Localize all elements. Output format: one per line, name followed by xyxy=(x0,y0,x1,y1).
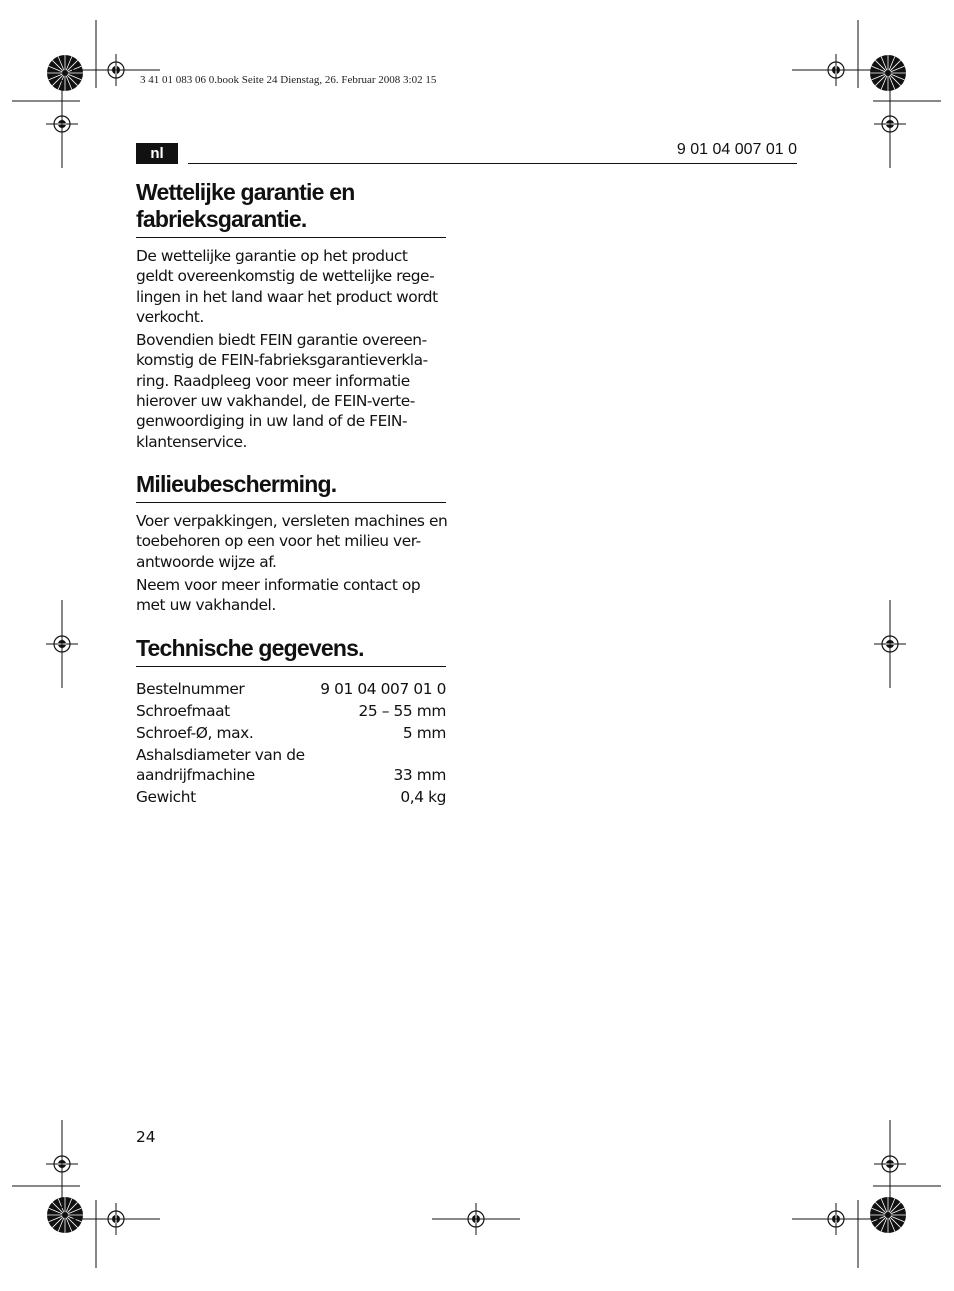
spec-value: 33 mm xyxy=(393,766,446,784)
spec-label: Schroefmaat xyxy=(136,702,230,720)
warranty-title-line2: fabrieksgarantie. xyxy=(136,206,307,232)
warranty-text-line: genwoordiging in uw land of de FEIN- xyxy=(136,412,408,431)
warranty-text-line: geldt overeenkomstig de wettelijke rege- xyxy=(136,267,435,286)
spec-label: Schroef-Ø, max. xyxy=(136,724,254,742)
technical-section xyxy=(136,635,446,667)
spec-label: Ashalsdiameter van de xyxy=(136,746,305,764)
environment-text-line: Voer verpakkingen, versleten machines en xyxy=(136,512,448,530)
warranty-text-line: hierover uw vakhandel, de FEIN-verte- xyxy=(136,392,415,411)
environment-title: Milieubescherming. xyxy=(136,471,337,497)
spec-value: 5 mm xyxy=(402,724,446,742)
technical-title: Technische gegevens. xyxy=(136,635,364,661)
technical-heading xyxy=(136,635,446,667)
spec-label: Bestelnummer xyxy=(136,680,245,698)
environment-text-line: antwoorde wijze af. xyxy=(136,552,277,571)
warranty-text-line: lingen in het land waar het product wordt xyxy=(136,287,438,306)
print-header: 3 41 01 083 06 0.book Seite 24 Dienstag, 26. Februar 2008 3:02 15 xyxy=(140,74,437,86)
warranty-heading xyxy=(136,179,446,238)
warranty-text-line: De wettelijke garantie op het product xyxy=(136,247,408,265)
spec-label: Gewicht xyxy=(136,788,196,806)
spec-value: 25 – 55 mm xyxy=(358,702,446,720)
warranty-text-line: verkocht. xyxy=(136,307,204,326)
spec-value: 9 01 04 007 01 0 xyxy=(320,680,446,698)
environment-text-line: toebehoren op een voor het milieu ver- xyxy=(136,532,421,551)
spec-value: 0,4 kg xyxy=(400,788,446,806)
warranty-text-line: Bovendien biedt FEIN garantie overeen- xyxy=(136,331,427,350)
page-number: 24 xyxy=(136,1128,156,1146)
spec-label: aandrijfmachine xyxy=(136,766,255,784)
warranty-text-line: klantenservice. xyxy=(136,432,247,451)
document-number: 9 01 04 007 01 0 xyxy=(676,141,797,158)
warranty-text-line: ring. Raadpleeg voor meer informatie xyxy=(136,371,410,390)
environment-text-line: Neem voor meer informatie contact op xyxy=(136,575,421,594)
environment-section xyxy=(136,471,446,615)
warranty-section xyxy=(136,179,446,452)
environment-heading xyxy=(136,471,446,503)
language-badge: nl xyxy=(136,143,178,164)
warranty-title-line1: Wettelijke garantie en xyxy=(136,179,355,205)
warranty-text-line: komstig de FEIN-fabrieksgarantieverkla- xyxy=(136,351,428,370)
header-rule xyxy=(188,163,797,164)
environment-text-line: met uw vakhandel. xyxy=(136,596,276,615)
